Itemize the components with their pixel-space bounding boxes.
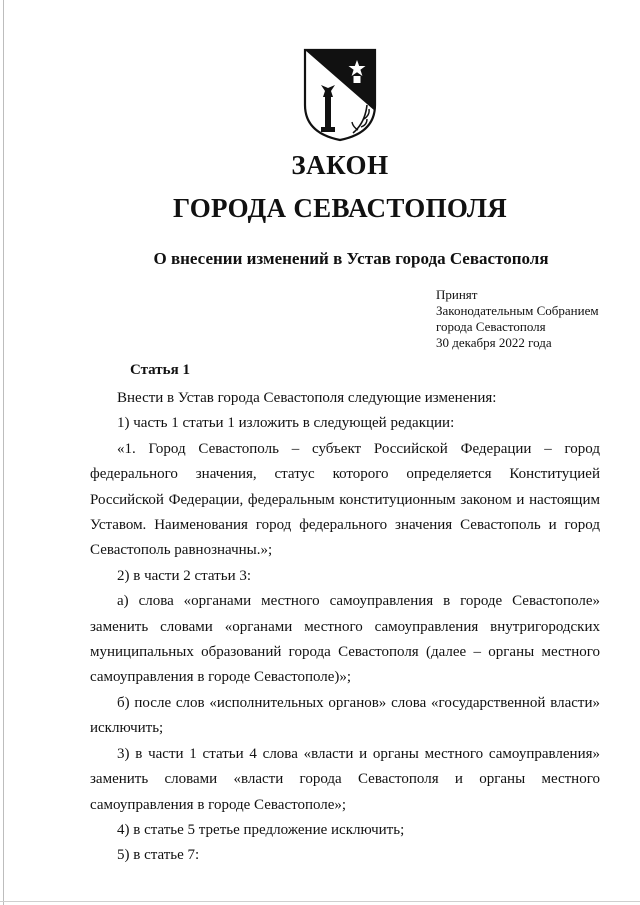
adoption-line: Законодательным Собранием — [436, 303, 599, 318]
paragraph: 2) в части 2 статьи 3: — [117, 567, 252, 584]
adoption-line: города Севастополя — [436, 319, 546, 334]
page-edge — [0, 901, 640, 902]
paragraph: «1. Город Севастополь – субъект Российской Федерации – город федерального значения, статус которого определяется Конституцией Российской Федерации, федеральным конституционным законом и настоящим Уставом. Наименования город федерального значения Севастополь и город Севастополь равнозначны.»; — [90, 440, 600, 559]
paragraph: б) после слов «исполнительных органов» слова «государственной власти» исключить; — [90, 694, 600, 737]
paragraph: а) слова «органами местного самоуправления в городе Севастополе» заменить словами «органами местного самоуправления внутригородских муниципальных образований города Севастополя (далее – органы местного самоуправления в городе Севастополе)»; — [90, 593, 600, 686]
paragraph: Внести в Устав города Севастополя следующие изменения: — [117, 390, 497, 406]
paragraph: 1) часть 1 статьи 1 изложить в следующей редакции: — [117, 415, 455, 432]
page-edge — [3, 0, 4, 905]
article-heading: Статья 1 — [130, 362, 190, 378]
coat-of-arms-emblem — [301, 47, 379, 143]
paragraph: 5) в статье 7: — [117, 847, 200, 864]
article-body — [90, 386, 600, 869]
law-subject: О внесении изменений в Устав города Севастополя — [153, 249, 549, 268]
adoption-date: 30 декабря 2022 года — [436, 335, 552, 350]
adoption-block — [436, 287, 599, 351]
paragraph: 4) в статье 5 третье предложение исключить; — [117, 821, 405, 838]
city-title: ГОРОДА СЕВАСТОПОЛЯ — [172, 193, 508, 223]
adoption-line: Принят — [436, 287, 478, 302]
paragraph: 3) в части 1 статьи 4 слова «власти и органы местного самоуправления» заменить словами «власти города Севастополя и органы местного самоуправления в городе Севастополе»; — [90, 745, 600, 813]
law-title: ЗАКОН — [291, 150, 389, 180]
